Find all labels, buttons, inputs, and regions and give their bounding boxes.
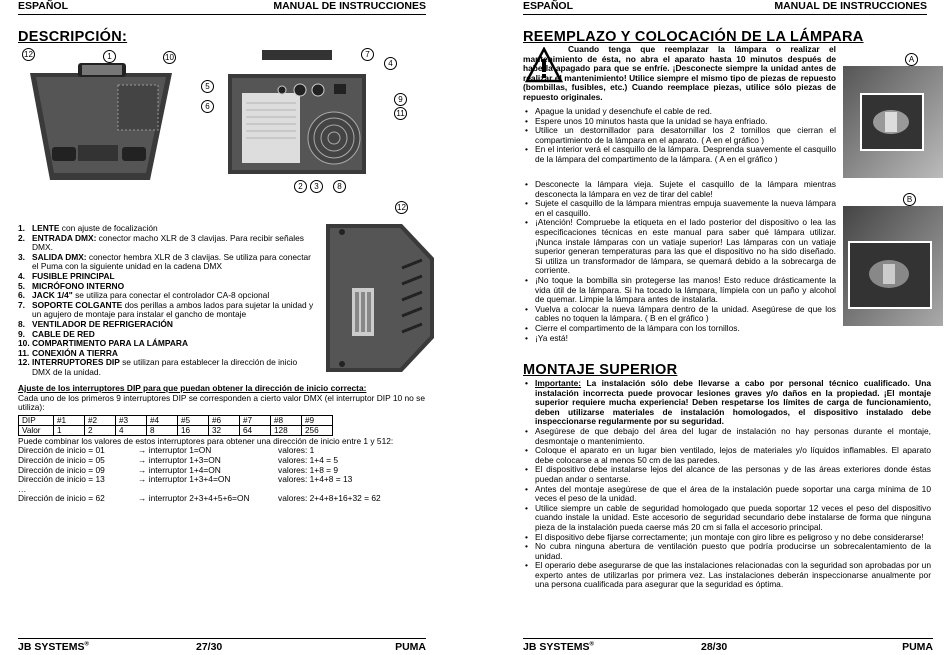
spec-item: 9. CABLE DE RED [18, 328, 95, 339]
dip-example-row: … [18, 483, 27, 494]
device-front-illustration [22, 55, 180, 185]
spec-item: 1. LENTE con ajuste de focalización [18, 223, 158, 233]
callout-8: 8 [333, 180, 346, 193]
list-item: • Espere unos 10 minutos hasta que la unidad se haya enfriado. [523, 117, 836, 127]
dip-cell: #4 [147, 415, 178, 425]
spec-item: 10. COMPARTIMENTO PARA LA LÁMPARA [18, 338, 189, 349]
page-footer [523, 638, 933, 655]
list-item: • Cierre el compartimento de la lámpara con los tornillos. [523, 324, 836, 334]
list-item-important: • Importante: La instalación sólo debe llevarse a cabo por personal técnico cualificado. Una instalación incorrecta puede provocar lesiones graves y/o daños en la propiedad. ¡El montaje superior requiere mucha experiencia! Deben respetarse los límites de carga de funcionamiento, deben utilizarse materiales de instalación homologados, el dispositivo instalado debe inspeccionarse regularmente por su seguridad. [523, 379, 931, 427]
header-language: ESPAÑOL [523, 0, 573, 12]
dip-cell: 16 [178, 425, 209, 435]
header-language: ESPAÑOL [18, 0, 68, 12]
callout-11: 11 [394, 107, 407, 120]
list-item: • Apague la unidad y desenchufe el cable de red. [523, 107, 836, 117]
dip-example-row: Dirección de inicio = 62 → interruptor 2+3+4+5+6=ON valores: 2+4+8+16+32 = 62 [18, 493, 381, 504]
footer-page-number: 28/30 [701, 641, 728, 653]
dip-cell: 4 [116, 425, 147, 435]
dip-example-row: Dirección de inicio = 09 → interruptor 1+4=ON valores: 1+8 = 9 [18, 464, 339, 475]
spec-item: 5. MICRÓFONO INTERNO [18, 280, 125, 291]
section-title-mounting: MONTAJE SUPERIOR [523, 362, 678, 378]
dip-title: Ajuste de los interruptores DIP para que puedan obtener la dirección de inicio correcta: [18, 383, 367, 393]
list-item: • El operario debe asegurarse de que las instalaciones relacionadas con la seguridad son aprobadas por un experto antes de utilizarlas por primera vez. Las instalaciones deberán inspeccionarse anualmente por una persona cualificada para asegurar que la seguridad es óptima. [523, 561, 931, 590]
list-item: • No cubra ninguna abertura de ventilación puesto que podría producirse un sobrecalentamiento de la unidad. [523, 542, 931, 561]
spec-item: 11. CONEXIÓN A TIERRA [18, 347, 118, 358]
dip-cell: 32 [209, 425, 240, 435]
list-item: • Antes del montaje asegúrese de que el área de la instalación puede soportar una carga mínima de 10 veces el peso de la unidad. [523, 485, 931, 504]
dip-cell: #2 [85, 415, 116, 425]
lamp-steps-a [523, 107, 836, 165]
page-header [523, 0, 927, 15]
header-manual-title: MANUAL DE INSTRUCCIONES [273, 0, 426, 12]
callout-5: 5 [201, 80, 214, 93]
footer-model: PUMA [395, 641, 426, 653]
callout-7: 7 [361, 48, 374, 61]
dip-cell: Valor [19, 425, 54, 435]
dip-table-row [19, 415, 333, 425]
dip-cell: #1 [54, 415, 85, 425]
dip-example-row: Dirección de inicio = 05 → interruptor 1+3=ON valores: 1+4 = 5 [18, 454, 339, 465]
callout-6: 6 [201, 100, 214, 113]
dip-cell: 128 [271, 425, 302, 435]
spec-item: 3. SALIDA DMX: conector hembra XLR de 3 clavijas. Se utiliza para conectar el Puma con la siguiente unidad en la cadena DMX [18, 251, 311, 272]
lamp-compartment-photo-a [843, 66, 943, 178]
photo-label-b: B [903, 193, 916, 206]
dip-table [18, 415, 333, 436]
dip-section [18, 384, 428, 504]
list-item: • El dispositivo debe fijarse correctamente; ¡un montaje con giro libre es peligroso y no debe considerarse! [523, 533, 931, 543]
spec-item: 4. FUSIBLE PRINCIPAL [18, 270, 115, 281]
device-side-dip-illustration [322, 218, 437, 376]
list-item: • ¡Atención! Compruebe la etiqueta en el lado posterior del dispositivo o lea las especificaciones técnicas en este manual para saber qué lámpara utilizar. ¡Nunca instale lámparas con un vatiaje superior! Las lámparas con un vatiaje superior generan temperaturas para las que el dispositivo no ha sido diseñado. Si utiliza un transformador de lámpara, se quemará debido a la sobrecarga de corriente. [523, 218, 836, 276]
page-header [18, 0, 426, 15]
lamp-warning-text: Cuando tenga que reemplazar la lámpara o realizar el mantenimiento de ésta, no abra el aparato hasta 10 minutos después de haberla apagado para que se enfríe. ¡Desconecte siempre la unidad antes de realizar el mantenimiento! Utilice siempre el mismo tipo de piezas de repuesto (bombillas, fusibles, etc.) Cuando reemplace piezas, utilice sólo piezas de repuesto originales. [523, 44, 836, 102]
list-item: • Vuelva a colocar la nueva lámpara dentro de la unidad. Asegúrese de que los cables no toquen la lámpara. ( B en el gráfico ) [523, 305, 836, 324]
footer-page-number: 27/30 [196, 641, 223, 653]
dip-cell: #8 [271, 415, 302, 425]
dip-cell: 256 [302, 425, 333, 435]
dip-intro: Cada uno de los primeros 9 interruptores DIP se corresponden a cierto valor DMX (el interruptor DIP 10 no se utiliza): [18, 392, 426, 413]
list-item: • Sujete el casquillo de la lámpara mientras empuja suavemente la nueva lámpara en el casquillo. [523, 199, 836, 218]
list-item: • ¡No toque la bombilla sin protegerse las manos! Esto reduce drásticamente la vida útil de la lámpara. Si ha tocado la lámpara, límpiela con un paño y alcohol de quemar. Limpie la lámpara antes de instalarla. [523, 276, 836, 305]
dip-cell: 8 [147, 425, 178, 435]
footer-brand: JB SYSTEMS® [18, 641, 89, 653]
callout-12: 12 [22, 48, 35, 61]
section-title-descripcion: DESCRIPCIÓN: [18, 29, 128, 45]
dip-cell: 2 [85, 425, 116, 435]
photo-label-a: A [905, 53, 918, 66]
spec-item: 7. SOPORTE COLGANTE dos perillas a ambos lados para sujetar la unidad y un agujero de montaje para instalar el gancho de montaje [18, 299, 314, 320]
lamp-steps-b [523, 180, 836, 343]
list-item: • Utilice siempre un cable de seguridad homologado que pueda soportar 12 veces el peso del dispositivo cuando instale la unidad. Este accesorio de seguridad secundario debe instalarse de forma que ninguna pieza de la instalación pueda caerse más 20 cm si falla el accesorio principal. [523, 504, 931, 533]
callout-1: 1 [103, 50, 116, 63]
dip-cell: #6 [209, 415, 240, 425]
dip-cell: #3 [116, 415, 147, 425]
callout-10: 10 [163, 51, 176, 64]
dip-cell: #5 [178, 415, 209, 425]
dip-cell: 1 [54, 425, 85, 435]
list-item: • Coloque el aparato en un lugar bien ventilado, lejos de materiales y/o líquidos inflamables. El aparato debe colocarse a al menos 50 cm de las paredes. [523, 446, 931, 465]
list-item: • Utilice un destornillador para desatornillar los 2 tornillos que cierran el compartimiento de la lámpara en el aparato. ( A en el gráfico ) [523, 126, 836, 145]
device-rear-illustration [222, 48, 372, 183]
spec-item: 12. INTERRUPTORES DIP se utilizan para establecer la dirección de inicio DMX de la unidad. [18, 357, 298, 377]
dip-example-row: Dirección de inicio = 13 → interruptor 1+3+4=ON valores: 1+4+8 = 13 [18, 474, 353, 485]
dip-cell: #9 [302, 415, 333, 425]
spec-list [18, 224, 318, 378]
list-item: • El dispositivo debe instalarse lejos del alcance de las personas y de las áreas exteriores donde éstas puedan andar o sentarse. [523, 465, 931, 484]
section-title-lamp: REEMPLAZO Y COLOCACIÓN DE LA LÁMPARA [523, 29, 864, 45]
callout-2: 2 [294, 180, 307, 193]
page-footer [18, 638, 426, 655]
left-page [0, 0, 475, 654]
dip-cell: DIP [19, 415, 54, 425]
dip-cell: 64 [240, 425, 271, 435]
spec-item: 8. VENTILADOR DE REFRIGERACIÓN [18, 318, 173, 329]
lamp-compartment-photo-b [843, 206, 943, 326]
dip-example-row: Dirección de inicio = 01 → interruptor 1=ON valores: 1 [18, 445, 315, 456]
dip-combine: Puede combinar los valores de estos interruptores para obtener una dirección de inicio entre 1 y 512: [18, 435, 394, 446]
list-item: • Desconecte la lámpara vieja. Sujete el casquillo de la lámpara mientras desconecta la lámpara en vez de tirar del cable! [523, 180, 836, 199]
callout-12-side: 12 [395, 201, 408, 214]
dip-cell: #7 [240, 415, 271, 425]
footer-model: PUMA [902, 641, 933, 653]
list-item: • En el interior verá el casquillo de la lámpara. Desprenda suavemente el casquillo de la lámpara del compartimento de la lámpara. ( A en el gráfico ) [523, 145, 836, 164]
callout-3: 3 [310, 180, 323, 193]
footer-brand: JB SYSTEMS® [523, 641, 594, 653]
spec-item: 2. ENTRADA DMX: conector macho XLR de 3 clavijas. Para recibir señales DMX. [18, 232, 304, 253]
dip-table-row [19, 425, 333, 435]
callout-9: 9 [394, 93, 407, 106]
callout-4: 4 [384, 57, 397, 70]
header-manual-title: MANUAL DE INSTRUCCIONES [774, 0, 927, 12]
list-item: • ¡Ya está! [523, 334, 836, 344]
list-item: • Asegúrese de que debajo del área del lugar de instalación no hay personas durante el montaje, desmontaje o mantenimiento. [523, 427, 931, 446]
spec-item: 6. JACK 1/4" se utiliza para conectar el controlador CA-8 opcional [18, 290, 270, 301]
mounting-list [523, 379, 931, 590]
